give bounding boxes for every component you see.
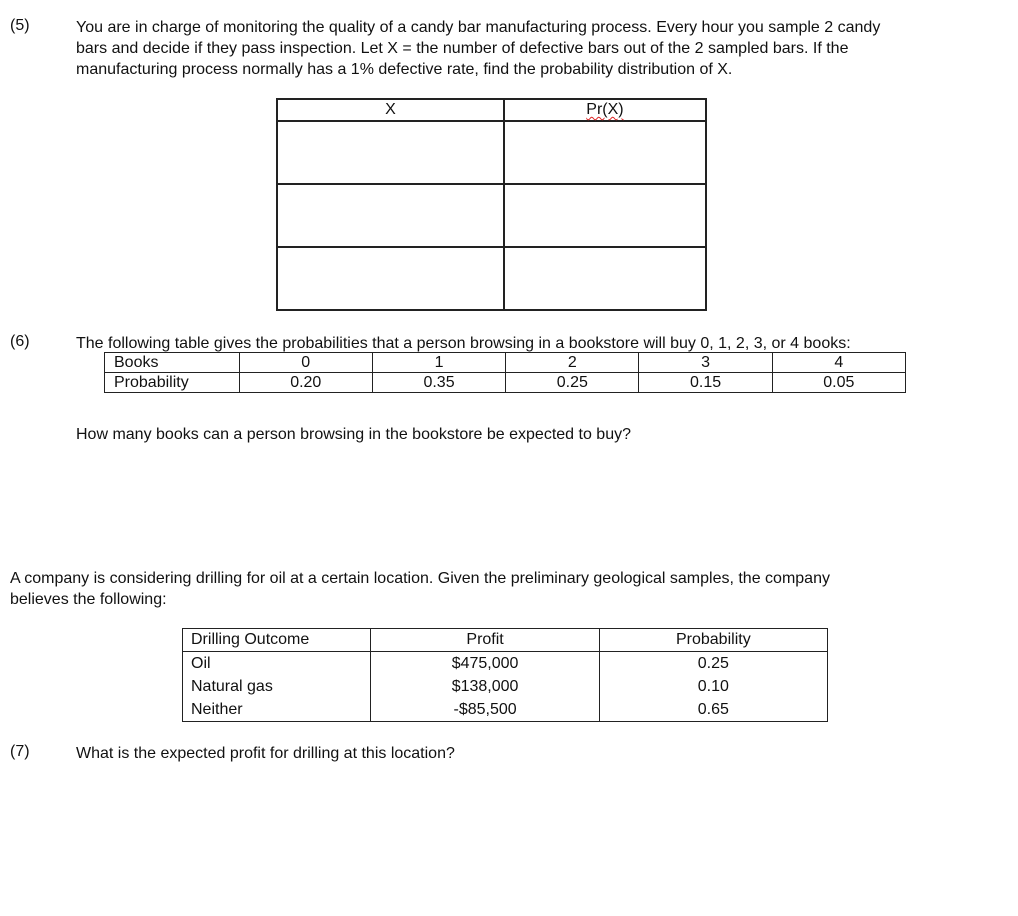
probability-1: 0.35: [372, 373, 505, 393]
question-5-line-2: bars and decide if they pass inspection. Let X = the number of defective bars out of the 2 sampled bars. If the: [76, 40, 849, 57]
table-row: [183, 652, 828, 676]
books-4: 4: [772, 353, 905, 373]
books-2: 2: [506, 353, 639, 373]
question-5-line-1: You are in charge of monitoring the quality of a candy bar manufacturing process. Every hour you sample 2 candy: [76, 19, 881, 36]
books-0: 0: [239, 353, 372, 373]
question-7-intro-line-2: believes the following:: [10, 591, 167, 608]
distribution-table: [276, 98, 707, 311]
books-3: 3: [639, 353, 772, 373]
probability-label: Probability: [105, 373, 240, 393]
books-1: 1: [372, 353, 505, 373]
table-row: [183, 675, 828, 698]
pr-cell-3[interactable]: [504, 247, 706, 310]
books-row: [105, 353, 906, 373]
x-cell-2[interactable]: [277, 184, 504, 247]
question-7-intro: [10, 568, 1010, 610]
question-5-number: (5): [10, 17, 30, 34]
probability-4: 0.05: [772, 373, 905, 393]
x-cell-3[interactable]: [277, 247, 504, 310]
probability-natural-gas: 0.10: [599, 675, 827, 698]
pr-x-label: Pr(X): [586, 101, 624, 118]
question-5-line-3: manufacturing process normally has a 1% defective rate, find the probability distribution of X.: [76, 61, 733, 78]
outcome-oil: Oil: [191, 655, 211, 672]
outcome-neither: Neither: [191, 701, 243, 718]
header-x: X: [277, 99, 504, 121]
question-6-question: How many books can a person browsing in the bookstore be expected to buy?: [76, 426, 631, 443]
books-probability-table: [104, 352, 906, 393]
profit-oil: $475,000: [371, 652, 599, 676]
probability-3: 0.15: [639, 373, 772, 393]
question-6-intro: The following table gives the probabilities that a person browsing in a bookstore will buy 0, 1, 2, 3, or 4 books:: [76, 335, 851, 352]
question-7-intro-line-1: A company is considering drilling for oil at a certain location. Given the preliminary geological samples, the company: [10, 570, 830, 587]
profit-neither: -$85,500: [371, 698, 599, 722]
question-7-number: (7): [10, 743, 30, 760]
books-label: Books: [105, 353, 240, 373]
question-6-number: (6): [10, 333, 30, 350]
table-row: [183, 698, 828, 722]
header-pr-x: [504, 99, 706, 121]
pr-cell-2[interactable]: [504, 184, 706, 247]
drilling-outcome-table: [182, 628, 828, 722]
outcome-natural-gas: Natural gas: [191, 678, 273, 695]
probability-0: 0.20: [239, 373, 372, 393]
probability-neither: 0.65: [599, 698, 827, 722]
profit-natural-gas: $138,000: [371, 675, 599, 698]
header-probability: Probability: [599, 629, 827, 652]
header-profit: Profit: [371, 629, 599, 652]
header-drilling-outcome: Drilling Outcome: [183, 629, 371, 652]
probability-oil: 0.25: [599, 652, 827, 676]
x-cell-1[interactable]: [277, 121, 504, 184]
question-5-text: [76, 17, 1006, 80]
drilling-header-row: [183, 629, 828, 652]
probability-2: 0.25: [506, 373, 639, 393]
pr-cell-1[interactable]: [504, 121, 706, 184]
probability-row: [105, 373, 906, 393]
question-7-question: What is the expected profit for drilling at this location?: [76, 745, 455, 762]
